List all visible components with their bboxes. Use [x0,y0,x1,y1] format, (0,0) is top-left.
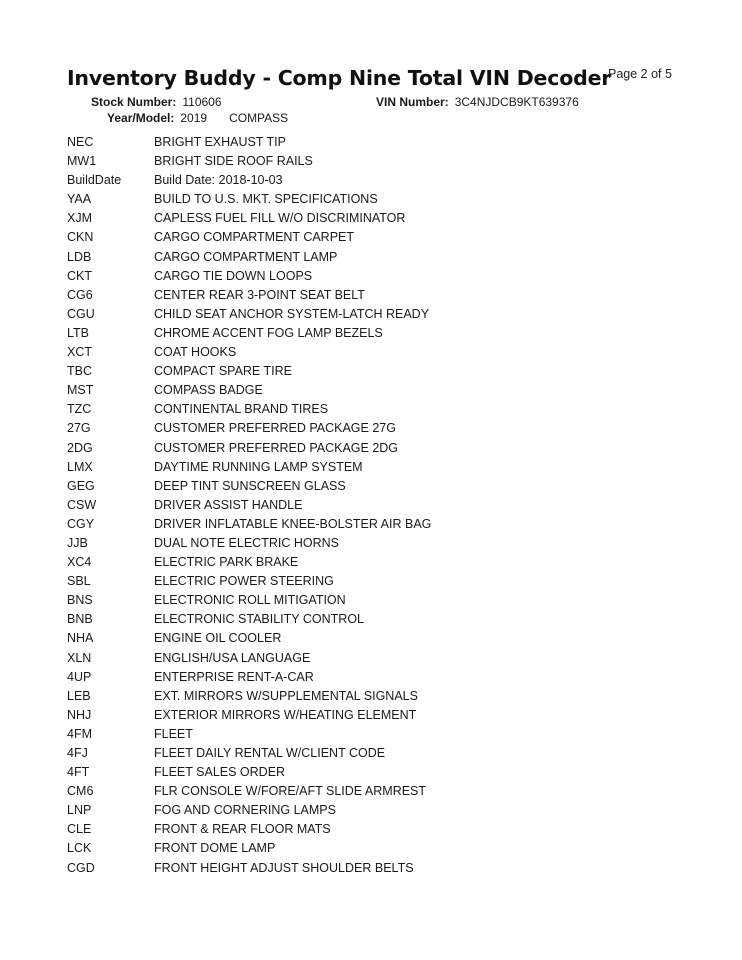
option-description: CARGO TIE DOWN LOOPS [154,268,313,283]
list-item [67,439,707,458]
option-code: NHJ [67,707,92,722]
option-description: ENGLISH/USA LANGUAGE [154,650,311,665]
list-item [67,458,707,477]
option-code: CGD [67,860,95,875]
year-model-label: Year/Model: [107,111,175,125]
option-code: LCK [67,841,92,856]
option-description: CARGO COMPARTMENT CARPET [154,230,355,245]
option-description: CUSTOMER PREFERRED PACKAGE 2DG [154,440,399,455]
option-code: CGU [67,306,95,321]
option-code: 27G [67,421,91,436]
option-description: EXT. MIRRORS W/SUPPLEMENTAL SIGNALS [154,688,418,703]
option-description: FLEET [154,726,193,741]
list-item [67,362,707,381]
option-code: SBL [67,574,91,589]
list-item [67,687,707,706]
option-code: 2DG [67,440,93,455]
list-item [67,286,707,305]
list-item [67,496,707,515]
option-code: CKN [67,230,94,245]
list-item [67,820,707,839]
option-description: FLR CONSOLE W/FORE/AFT SLIDE ARMREST [154,784,427,799]
option-description: DUAL NOTE ELECTRIC HORNS [154,535,339,550]
option-code: TBC [67,364,92,379]
stock-number-label: Stock Number: [91,95,177,109]
option-code: 4FT [67,765,90,780]
option-code: LTB [67,325,89,340]
option-code: MST [67,383,94,398]
option-description: CHROME ACCENT FOG LAMP BEZELS [154,325,383,340]
option-code: CG6 [67,287,93,302]
option-description: EXTERIOR MIRRORS W/HEATING ELEMENT [154,707,417,722]
option-description: COMPASS BADGE [154,383,263,398]
option-code: LEB [67,688,91,703]
option-description: BRIGHT EXHAUST TIP [154,135,286,149]
option-code-list [67,133,707,878]
list-item [67,629,707,648]
list-item [67,553,707,572]
option-description: ENGINE OIL COOLER [154,631,282,646]
option-code: TZC [67,402,92,417]
list-item [67,572,707,591]
stock-number [91,95,222,109]
option-code: YAA [67,192,92,207]
vin-number-value: 3C4NJDCB9KT639376 [454,95,579,109]
list-item [67,782,707,801]
option-description: BUILD TO U.S. MKT. SPECIFICATIONS [154,192,378,207]
option-description: CHILD SEAT ANCHOR SYSTEM-LATCH READY [154,306,430,321]
option-description: COAT HOOKS [154,345,237,360]
list-item [67,152,707,171]
option-code: CSW [67,497,97,512]
option-code: BuildDate [67,173,122,188]
option-description: CUSTOMER PREFERRED PACKAGE 27G [154,421,396,436]
list-item [67,190,707,209]
list-item [67,400,707,419]
option-code: XC4 [67,555,92,570]
option-description: Build Date: 2018-10-03 [154,173,283,188]
option-description: ELECTRONIC ROLL MITIGATION [154,593,346,608]
option-description: DRIVER INFLATABLE KNEE-BOLSTER AIR BAG [154,516,432,531]
list-item [67,534,707,553]
list-item [67,324,707,343]
list-item [67,839,707,858]
option-code: CKT [67,268,92,283]
option-description: FRONT HEIGHT ADJUST SHOULDER BELTS [154,860,414,875]
list-item [67,381,707,400]
page-number: Page 2 of 5 [608,67,672,81]
list-item [67,725,707,744]
option-description: CONTINENTAL BRAND TIRES [154,402,329,417]
vin-number-label: VIN Number: [376,95,449,109]
option-code: NHA [67,631,94,646]
page-title: Inventory Buddy - Comp Nine Total VIN Decoder [67,66,612,90]
stock-number-value: 110606 [182,95,222,109]
option-code: 4FJ [67,746,88,760]
list-item [67,763,707,782]
option-description: FLEET DAILY RENTAL W/CLIENT CODE [154,746,386,760]
option-description: COMPACT SPARE TIRE [154,364,292,379]
option-code: LMX [67,459,93,474]
option-code: CGY [67,516,95,531]
list-item [67,248,707,267]
model-value: COMPASS [229,111,289,125]
list-item [67,209,707,228]
option-description: FLEET SALES ORDER [154,765,286,780]
option-code: XLN [67,650,92,665]
list-item [67,267,707,286]
year-model [107,111,288,125]
option-code: CM6 [67,784,94,799]
option-description: DRIVER ASSIST HANDLE [154,497,303,512]
list-item [67,859,707,878]
option-description: FOG AND CORNERING LAMPS [154,803,336,818]
option-code: BNB [67,612,93,627]
option-code: XJM [67,211,92,226]
option-code: 4FM [67,726,92,741]
option-description: ENTERPRISE RENT-A-CAR [154,669,314,684]
option-description: CARGO COMPARTMENT LAMP [154,249,338,264]
list-item [67,133,707,152]
year-value: 2019 [180,111,208,125]
list-item [67,305,707,324]
option-description: ELECTRONIC STABILITY CONTROL [154,612,364,627]
option-description: FRONT DOME LAMP [154,841,276,856]
list-item [67,668,707,687]
list-item [67,591,707,610]
option-code: XCT [67,345,92,360]
option-description: ELECTRIC PARK BRAKE [154,555,299,570]
list-item [67,801,707,820]
list-item [67,515,707,534]
option-description: DAYTIME RUNNING LAMP SYSTEM [154,459,363,474]
option-code: MW1 [67,154,97,169]
option-description: DEEP TINT SUNSCREEN GLASS [154,478,346,493]
list-item [67,171,707,190]
list-item [67,228,707,247]
option-code: NEC [67,135,94,149]
option-description: CAPLESS FUEL FILL W/O DISCRIMINATOR [154,211,406,226]
option-description: ELECTRIC POWER STEERING [154,574,334,589]
option-description: BRIGHT SIDE ROOF RAILS [154,154,313,169]
list-item [67,649,707,668]
option-code: LNP [67,803,92,818]
list-item [67,477,707,496]
option-code: BNS [67,593,93,608]
list-item [67,706,707,725]
list-item [67,419,707,438]
option-code: JJB [67,535,88,550]
list-item [67,610,707,629]
option-code: LDB [67,249,92,264]
option-code: CLE [67,822,92,837]
option-code: GEG [67,478,95,493]
option-description: CENTER REAR 3-POINT SEAT BELT [154,287,365,302]
option-description: FRONT & REAR FLOOR MATS [154,822,331,837]
list-item [67,744,707,763]
option-code: 4UP [67,669,92,684]
vin-number [376,95,579,109]
list-item [67,343,707,362]
